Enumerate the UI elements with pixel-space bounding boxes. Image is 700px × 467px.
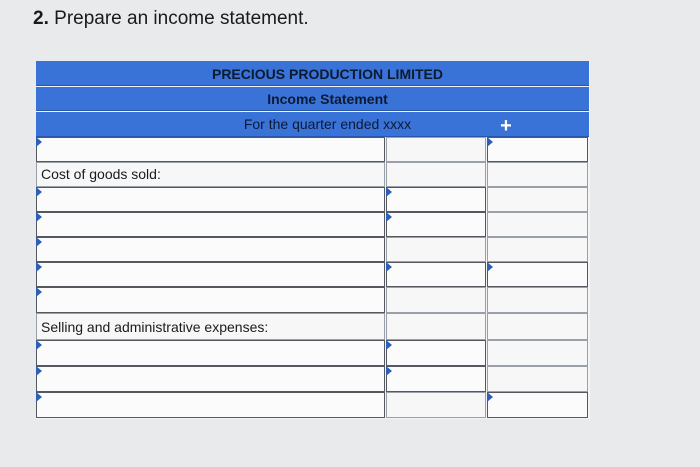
amount-input[interactable] bbox=[386, 262, 486, 287]
company-name-header bbox=[36, 61, 589, 86]
cogs-label-cell bbox=[36, 162, 385, 187]
total-amount-input[interactable] bbox=[487, 392, 588, 418]
statement-title-header bbox=[36, 87, 589, 111]
account-name-input[interactable] bbox=[36, 262, 385, 287]
account-name-input[interactable] bbox=[36, 287, 385, 313]
amount-cell bbox=[386, 237, 486, 262]
account-name-input[interactable] bbox=[36, 366, 385, 392]
statement-period: For the quarter ended xxxx bbox=[243, 116, 412, 132]
total-cell bbox=[487, 287, 588, 313]
amount-cell bbox=[386, 392, 486, 418]
amount-input[interactable] bbox=[386, 340, 486, 366]
amount-cell bbox=[386, 287, 486, 313]
total-cell bbox=[487, 162, 588, 187]
plus-icon[interactable]: + bbox=[500, 115, 512, 137]
statement-title: Income Statement bbox=[267, 91, 388, 107]
question-text: Prepare an income statement. bbox=[54, 8, 309, 29]
total-amount-input[interactable] bbox=[487, 262, 588, 287]
question-heading bbox=[33, 8, 309, 30]
total-cell bbox=[487, 237, 588, 262]
question-number: 2. bbox=[33, 8, 49, 29]
total-cell bbox=[487, 313, 588, 340]
amount-input[interactable] bbox=[386, 187, 486, 212]
selling-admin-label: Selling and administrative expenses: bbox=[41, 319, 269, 335]
amount-cell bbox=[386, 137, 486, 162]
cogs-label: Cost of goods sold: bbox=[41, 166, 161, 182]
account-name-input[interactable] bbox=[36, 392, 385, 418]
total-cell bbox=[487, 212, 588, 237]
total-cell bbox=[487, 187, 588, 212]
amount-cell bbox=[386, 313, 486, 340]
account-name-input[interactable] bbox=[36, 212, 385, 237]
account-name-input[interactable] bbox=[36, 187, 385, 212]
amount-input[interactable] bbox=[386, 366, 486, 392]
total-cell bbox=[487, 366, 588, 392]
company-name: PRECIOUS PRODUCTION LIMITED bbox=[211, 66, 443, 82]
amount-cell bbox=[386, 162, 486, 187]
account-name-input[interactable] bbox=[36, 237, 385, 262]
account-name-input[interactable] bbox=[36, 340, 385, 366]
selling-admin-label-cell bbox=[36, 313, 385, 340]
account-name-input[interactable] bbox=[36, 137, 385, 162]
total-cell bbox=[487, 340, 588, 366]
total-amount-input[interactable] bbox=[487, 137, 588, 162]
amount-input[interactable] bbox=[386, 212, 486, 237]
